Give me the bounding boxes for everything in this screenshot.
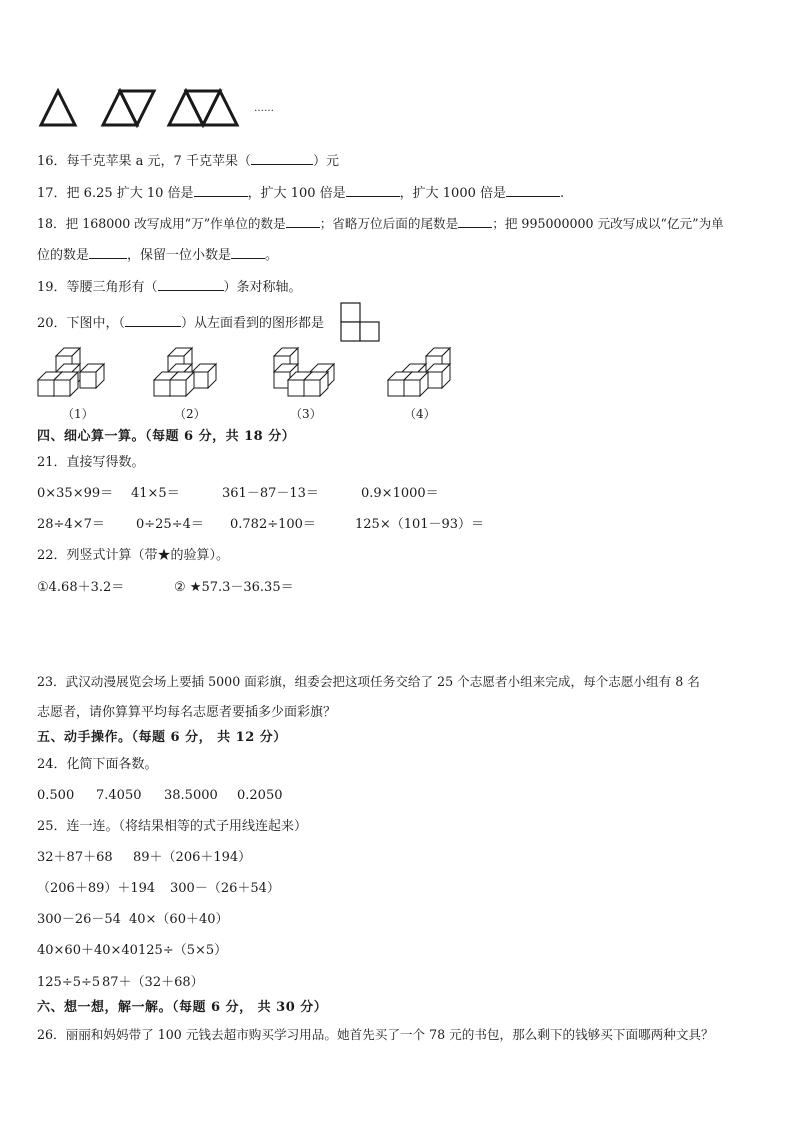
calc-r1-c2: 41×5＝ — [131, 486, 180, 501]
match-right-2[interactable]: 300－（26＋54） — [170, 881, 280, 896]
match-right-1[interactable]: 89＋（206＋194） — [133, 850, 252, 865]
question-16: 16．每千克苹果 a 元，7 千克苹果（ ）元 — [37, 154, 339, 169]
answer-blank[interactable] — [506, 184, 560, 197]
section-6-title: 六、想一想，解一解。（每题 6 分， 共 30 分） — [37, 1000, 328, 1015]
vertical-calc-2: ② ★57.3－36.35＝ — [174, 580, 294, 595]
question-26: 26．丽丽和妈妈带了 100 元钱去超市购买学习用品。她首先买了一个 78 元的书包，那么剩下的钱够买下面哪两种文具？ — [37, 1027, 714, 1042]
question-17: 17．把 6.25 扩大 10 倍是 ，扩大 100 倍是 ，扩大 1000 倍是 . — [37, 186, 565, 201]
cube-figure-1 — [38, 348, 104, 396]
question-20: 20．下图中，（ ）从左面看到的图形都是 — [37, 316, 325, 331]
match-right-5[interactable]: 87＋（32＋68） — [102, 975, 204, 990]
question-25-title: 25．连一连。（将结果相等的式子用线连起来） — [37, 819, 308, 834]
triangle-1 — [41, 91, 75, 125]
left-view-shape — [340, 302, 380, 342]
pattern-ellipsis: …… — [254, 103, 274, 114]
match-left-2[interactable]: （206＋89）＋194 — [37, 881, 156, 896]
calc-r1-c1: 0×35×99＝ — [37, 486, 114, 501]
match-right-3[interactable]: 40×（60＋40） — [129, 912, 229, 927]
match-left-3[interactable]: 300－26－54 — [37, 912, 121, 927]
answer-blank[interactable] — [286, 215, 320, 228]
calc-r2-c3: 0.782÷100＝ — [230, 517, 316, 532]
vertical-calc-1: ①4.68＋3.2＝ — [37, 580, 125, 595]
triangle-pattern — [36, 85, 251, 130]
answer-blank[interactable] — [458, 215, 492, 228]
cube-figure-4 — [388, 348, 450, 396]
answer-blank[interactable] — [194, 184, 248, 197]
figure-label-4: （4） — [404, 407, 436, 421]
calc-r2-c1: 28÷4×7＝ — [37, 517, 105, 532]
question-21-title: 21．直接写得数。 — [37, 455, 145, 470]
answer-blank[interactable] — [158, 278, 224, 291]
simplify-num-1: 0.500 — [37, 788, 75, 803]
question-18-line-1: 18．把 168000 改写成用“万”作单位的数是 ；省略万位后面的尾数是 ；把 995000000 元改写成以“亿元”为单 — [37, 216, 724, 231]
figure-label-1: （1） — [62, 407, 94, 421]
calc-r1-c4: 0.9×1000＝ — [361, 486, 439, 501]
simplify-num-4: 0.2050 — [237, 788, 283, 803]
question-23-line-1: 23．武汉动漫展览会场上要插 5000 面彩旗，组委会把这项任务交给了 25 个志愿者小组来完成，每个志愿小组有 8 名 — [37, 674, 700, 689]
simplify-num-2: 7.4050 — [96, 788, 142, 803]
calc-r1-c3: 361－87－13＝ — [222, 486, 319, 501]
triangle-group-3 — [169, 91, 237, 125]
section-5-title: 五、动手操作。（每题 6 分， 共 12 分） — [37, 730, 287, 745]
question-18-line-2: 位的数是 ，保留一位小数是 。 — [37, 248, 279, 263]
calc-r2-c4: 125×（101－93）＝ — [355, 517, 485, 532]
match-left-1[interactable]: 32＋87＋68 — [37, 850, 113, 865]
figure-label-2: （2） — [174, 407, 206, 421]
answer-blank[interactable] — [251, 152, 313, 165]
question-23-line-2: 志愿者，请你算算平均每名志愿者要插多少面彩旗？ — [37, 705, 337, 720]
match-left-5[interactable]: 125÷5÷5 — [37, 975, 101, 990]
cube-figure-3 — [274, 348, 334, 396]
answer-blank[interactable] — [346, 184, 400, 197]
question-19: 19．等腰三角形有（ ）条对称轴。 — [37, 280, 302, 295]
triangle-group-2 — [103, 91, 154, 125]
cube-figure-2 — [154, 348, 216, 396]
answer-blank[interactable] — [89, 246, 127, 259]
calc-r2-c2: 0÷25÷4＝ — [136, 517, 204, 532]
question-22-title: 22．列竖式计算（带★的验算）。 — [37, 548, 230, 563]
answer-blank[interactable] — [231, 246, 265, 259]
question-24-title: 24．化简下面各数。 — [37, 757, 158, 772]
match-right-4[interactable]: 125÷（5×5） — [138, 943, 228, 958]
match-left-4[interactable]: 40×60＋40×40 — [37, 943, 138, 958]
answer-blank[interactable] — [125, 314, 181, 327]
section-4-title: 四、细心算一算。（每题 6 分，共 18 分） — [37, 429, 296, 444]
cube-figures — [30, 345, 470, 400]
figure-label-3: （3） — [290, 407, 322, 421]
simplify-num-3: 38.5000 — [164, 788, 218, 803]
